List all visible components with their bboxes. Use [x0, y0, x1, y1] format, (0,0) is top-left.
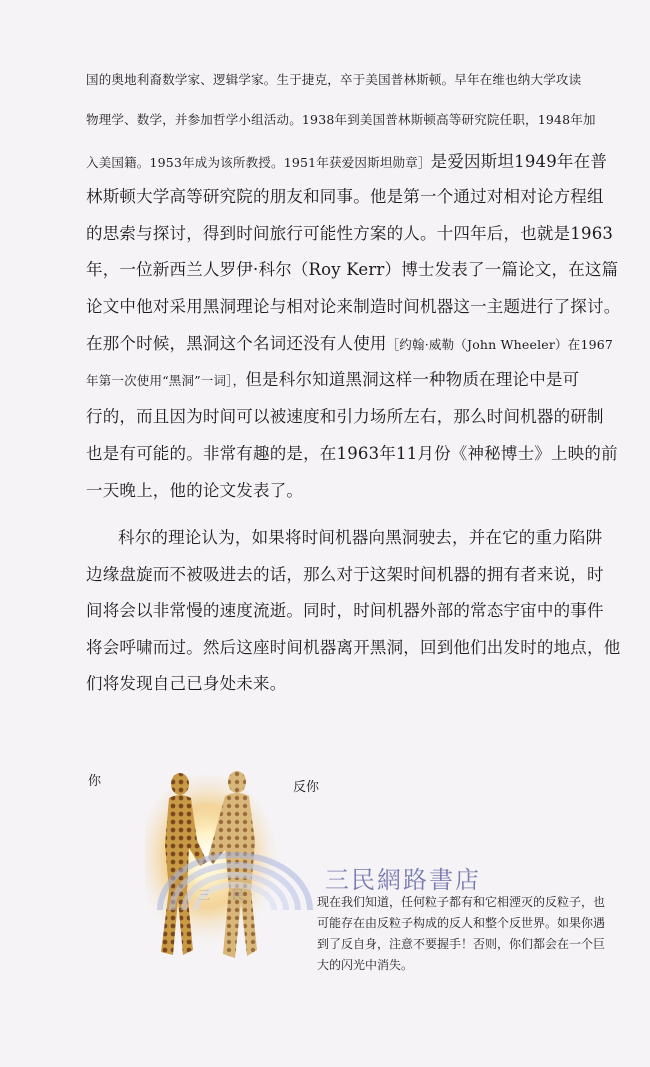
text-span: 入美国籍。1953年成为该所教授。1951年获爱因斯坦勋章］	[86, 155, 431, 170]
watermark-title: 三民網路書店	[325, 866, 481, 894]
text-line: 也是有可能的。非常有趣的是，在1963年11月份《神秘博士》上映的前	[86, 444, 618, 463]
caption-line: 可能存在由反粒子构成的反人和整个反世界。如果你遇	[317, 916, 606, 930]
watermark-char: 民	[232, 888, 245, 902]
text-line-mixed	[86, 330, 613, 354]
text-span: ［约翰·威勒（John Wheeler）在1967	[386, 337, 614, 352]
text-line: 们将发现自己已身处未来。	[86, 674, 287, 693]
text-line: 将会呼啸而过。然后这座时间机器离开黑洞，回到他们出发时的地点，他	[86, 638, 621, 657]
watermark-char: 三	[198, 888, 211, 902]
figure-label-you: 你	[88, 774, 102, 789]
caption-line: 到了反自身，注意不要握手！否则，你们都会在一个巨	[317, 937, 606, 951]
text-line: 国的奥地利裔数学家、逻辑学家。生于捷克，卒于美国普林斯顿。早年在维也纳大学攻读	[86, 72, 582, 87]
paragraph-start: 科尔的理论认为，如果将时间机器向黑洞驶去，并在它的重力陷阱	[118, 528, 603, 547]
text-line: 一天晚上，他的论文发表了。	[86, 481, 304, 500]
text-line: 边缘盘旋而不被吸进去的话，那么对于这架时间机器的拥有者来说，时	[86, 565, 604, 584]
text-line-mixed	[86, 366, 579, 390]
text-line: 林斯顿大学高等研究院的朋友和同事。他是第一个通过对相对论方程组	[86, 187, 604, 206]
caption-line: 现在我们知道，任何粒子都有和它相湮灭的反粒子，也	[317, 895, 606, 909]
text-span: 年第一次使用“黑洞”一词］，	[86, 373, 246, 388]
text-span: 是爱因斯坦1949年在普	[430, 152, 608, 171]
figure-caption	[317, 892, 617, 976]
caption-line: 大的闪光中消失。	[317, 958, 414, 972]
rainbow-logo-icon	[150, 852, 320, 912]
text-line: 间将会以非常慢的速度流逝。同时，时间机器外部的常态宇宙中的事件	[86, 601, 604, 620]
figure-label-anti-you: 反你	[293, 780, 320, 795]
text-line: 论文中他对采用黑洞理论与相对论来制造时间机器这一主题进行了探讨。	[86, 297, 621, 316]
text-span: 但是科尔知道黑洞这样一种物质在理论中是可	[245, 370, 580, 389]
text-span: 在那个时候，黑洞这个名词还没有人使用	[86, 334, 387, 353]
text-line-mixed	[86, 148, 607, 172]
text-line: 行的，而且因为时间可以被速度和引力场所左右，那么时间机器的研制	[86, 407, 604, 426]
text-line: 的思索与探讨，得到时间旅行可能性方案的人。十四年后，也就是1963	[86, 224, 614, 243]
text-line: 物理学、数学，并参加哲学小组活动。1938年到美国普林斯顿高等研究院任职，1948年加	[86, 112, 596, 127]
text-line: 年，一位新西兰人罗伊·科尔（Roy Kerr）博士发表了一篇论文，在这篇	[86, 260, 619, 279]
